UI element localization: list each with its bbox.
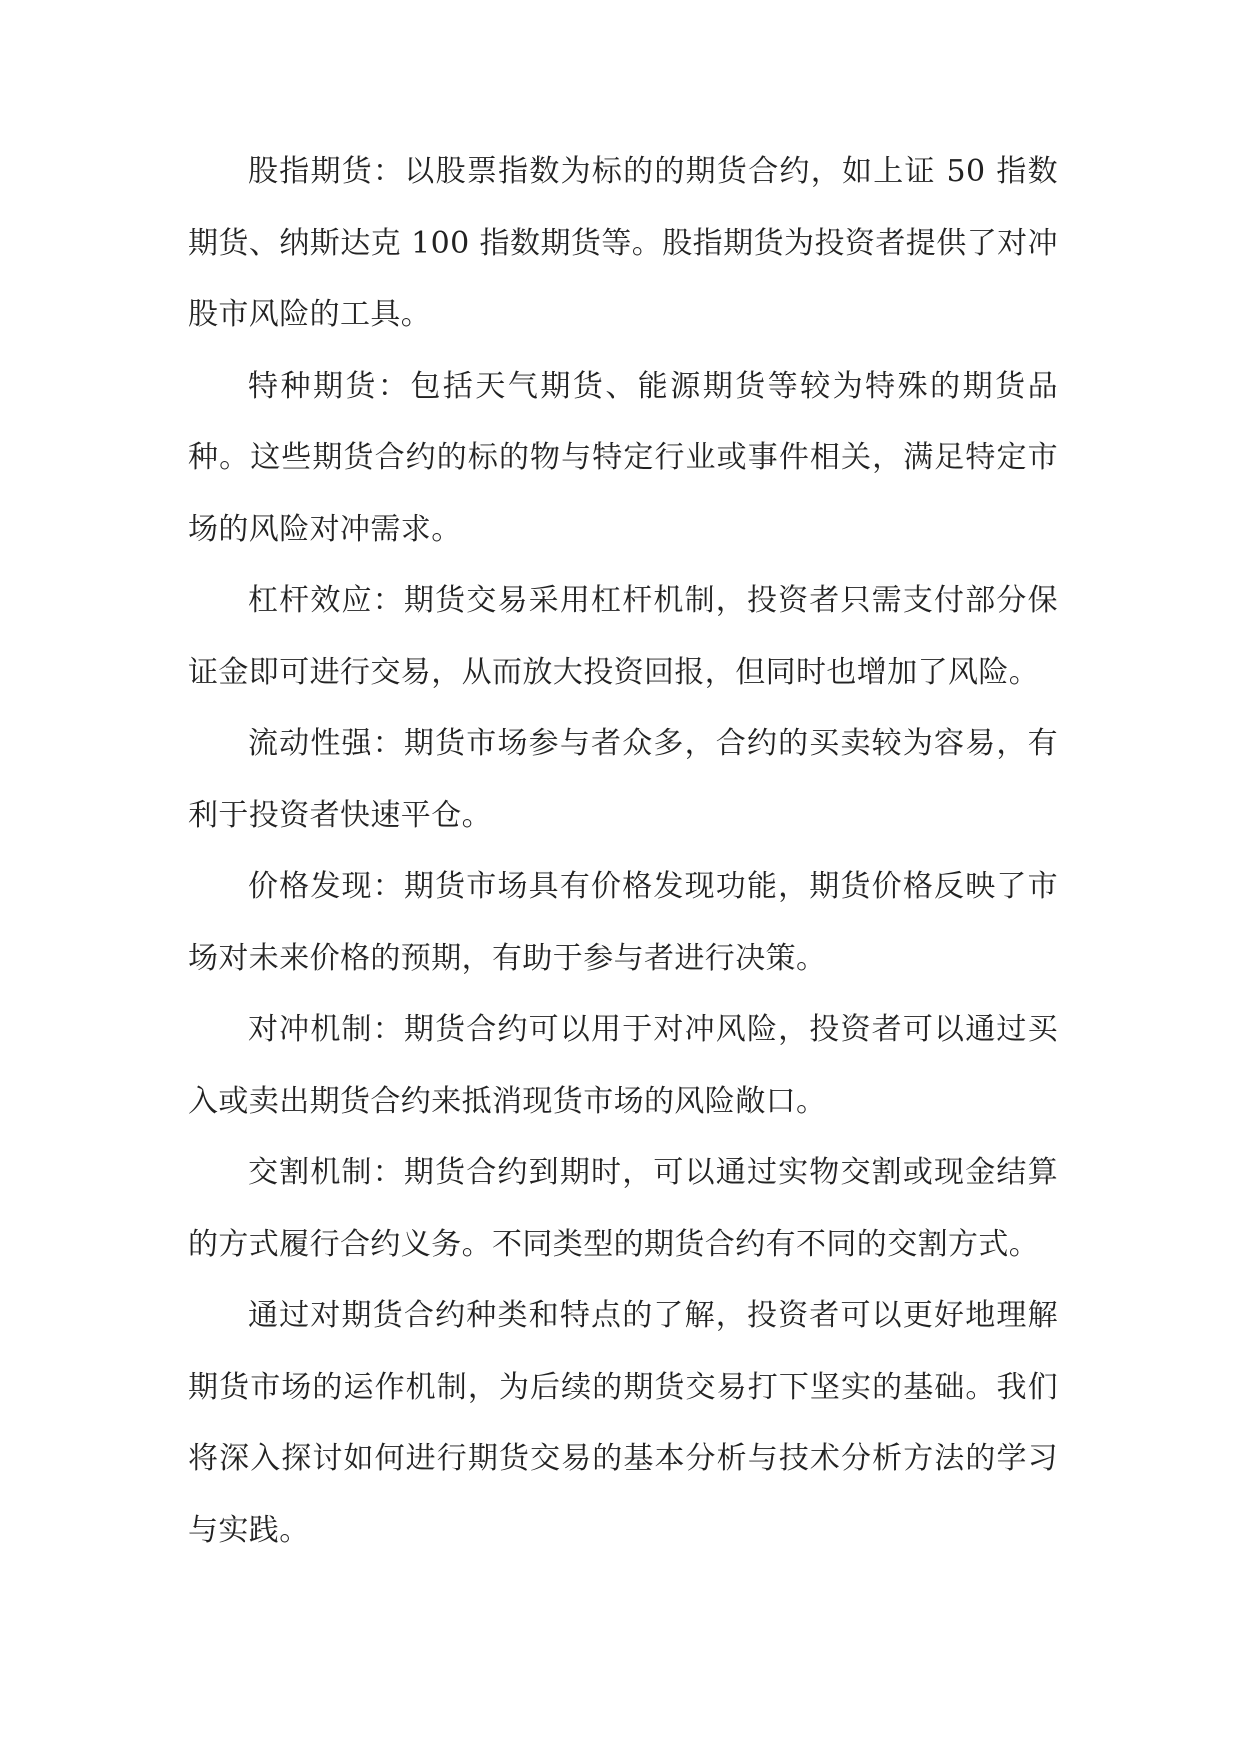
paragraph-liquidity: 流动性强：期货市场参与者众多，合约的买卖较为容易，有利于投资者快速平仓。	[188, 726, 1058, 833]
paragraph-leverage-effect: 杠杆效应：期货交易采用杠杆机制，投资者只需支付部分保证金即可进行交易，从而放大投资回报，但同时也增加了风险。	[188, 583, 1058, 690]
paragraph-conclusion: 通过对期货合约种类和特点的了解，投资者可以更好地理解期货市场的运作机制，为后续的期货交易打下坚实的基础。我们将深入探讨如何进行期货交易的基本分析与技术分析方法的学习与实践。	[188, 1298, 1058, 1548]
paragraph-special-futures: 特种期货：包括天气期货、能源期货等较为特殊的期货品种。这些期货合约的标的物与特定行业或事件相关，满足特定市场的风险对冲需求。	[188, 368, 1058, 547]
paragraph-delivery-mechanism: 交割机制：期货合约到期时，可以通过实物交割或现金结算的方式履行合约义务。不同类型的期货合约有不同的交割方式。	[188, 1155, 1058, 1262]
paragraph-price-discovery: 价格发现：期货市场具有价格发现功能，期货价格反映了市场对未来价格的预期，有助于参与者进行决策。	[188, 869, 1058, 976]
paragraph-hedging-mechanism: 对冲机制：期货合约可以用于对冲风险，投资者可以通过买入或卖出期货合约来抵消现货市场的风险敞口。	[188, 1012, 1058, 1119]
document-body	[188, 136, 1058, 1566]
paragraph-stock-index-futures: 股指期货：以股票指数为标的的期货合约，如上证 50 指数期货、纳斯达克 100 指数期货等。股指期货为投资者提供了对冲股市风险的工具。	[188, 154, 1058, 332]
